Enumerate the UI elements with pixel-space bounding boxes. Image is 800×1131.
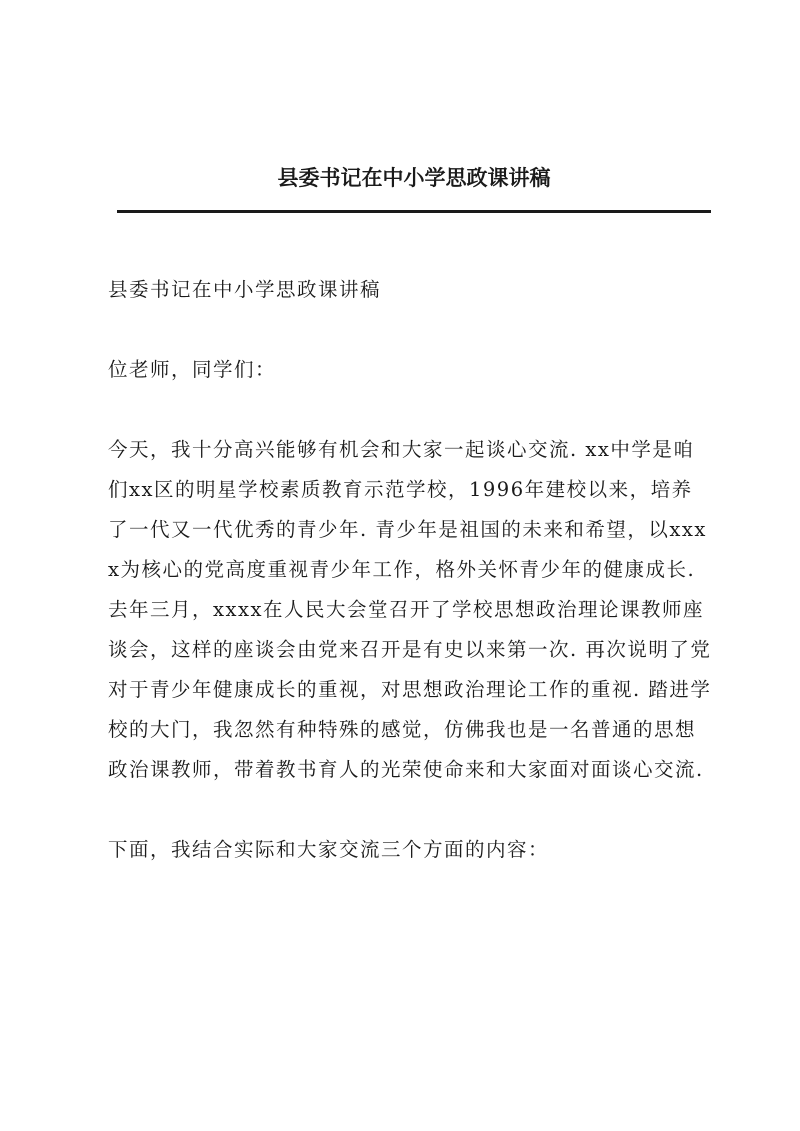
outline-intro-paragraph: 下面，我结合实际和大家交流三个方面的内容： <box>108 838 550 861</box>
page-header <box>117 160 711 196</box>
header-title: 县委书记在中小学思政课讲稿 <box>277 165 551 190</box>
main-paragraph: 今天，我十分高兴能够有机会和大家一起谈心交流. xx中学是咱们xx区的明星学校素质教育示范学校，1996年建校以来，培养了一代又一代优秀的青少年. 青少年是祖国的未来和希望，以xxxx为核心的党高度重视青少年工作，格外关怀青少年的健康成长. 去年三月，xxxx在人民大会堂召开了学校思想政治理论课教师座谈会，这样的座谈会由党来召开是有史以来第一次. 再次说明了党对于青少年健康成长的重视，对思想政治理论工作的重视. 踏进学校的大门，我忽然有种特殊的感觉，仿佛我也是一名普通的思想政治课教师，带着教书育人的光荣使命来和大家面对面谈心交流. <box>108 438 712 781</box>
document-body <box>108 270 712 910</box>
header-divider <box>117 210 711 213</box>
salutation-paragraph: 位老师，同学们： <box>108 358 277 381</box>
body-title-paragraph: 县委书记在中小学思政课讲稿 <box>108 278 382 301</box>
